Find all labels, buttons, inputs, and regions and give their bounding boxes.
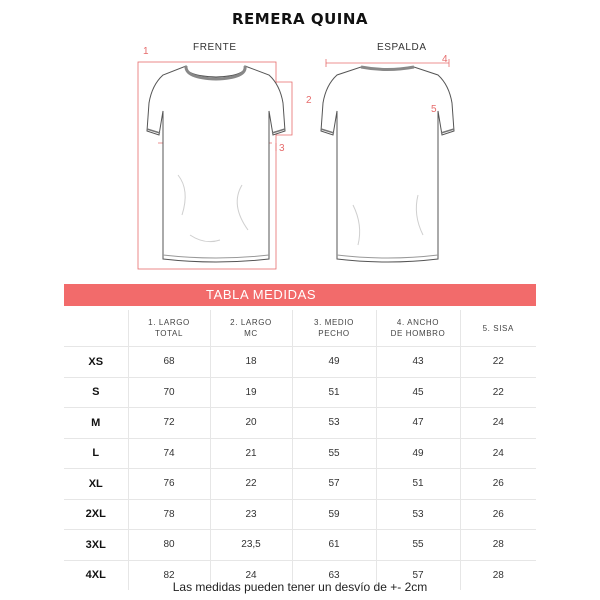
size-label: 4XL [64,560,128,590]
cell-sisa: 26 [460,499,536,530]
table-row [64,408,536,439]
cell-largo-mc: 24 [210,560,292,590]
cell-largo-mc: 23,5 [210,530,292,561]
cell-ancho-hombro: 45 [376,377,460,408]
cell-medio-pecho: 51 [292,377,376,408]
header-size [64,310,128,347]
cell-largo-mc: 21 [210,438,292,469]
cell-largo-mc: 22 [210,469,292,500]
header-sisa: 5. SISA [460,310,536,347]
cell-largo-total: 78 [128,499,210,530]
marker-2: 2 [306,95,312,106]
cell-ancho-hombro: 43 [376,347,460,378]
cell-largo-total: 70 [128,377,210,408]
table-row [64,499,536,530]
cell-ancho-hombro: 49 [376,438,460,469]
marker-4: 4 [442,54,448,65]
size-label: S [64,377,128,408]
table-row [64,469,536,500]
cell-ancho-hombro: 53 [376,499,460,530]
cell-sisa: 28 [460,530,536,561]
cell-largo-total: 68 [128,347,210,378]
table-row [64,347,536,378]
header-medio-pecho: 3. MEDIO PECHO [292,310,376,347]
cell-sisa: 24 [460,438,536,469]
cell-medio-pecho: 59 [292,499,376,530]
marker-3: 3 [279,143,285,154]
measurement-footnote: Las medidas pueden tener un desvío de +- 2cm [172,580,428,594]
table-header-row [64,310,536,347]
cell-ancho-hombro: 51 [376,469,460,500]
size-table [64,310,536,590]
table-title-banner: TABLA MEDIDAS [64,284,536,306]
cell-sisa: 24 [460,408,536,439]
table-row [64,377,536,408]
cell-medio-pecho: 61 [292,530,376,561]
size-label: XS [64,347,128,378]
size-label: 2XL [64,499,128,530]
back-view-label: ESPALDA [377,42,427,53]
header-largo-mc: 2. LARGO MC [210,310,292,347]
cell-ancho-hombro: 57 [376,560,460,590]
table-row [64,530,536,561]
front-tshirt-drawing [130,55,305,275]
page-title: REMERA QUINA [231,10,369,28]
header-ancho-hombro: 4. ANCHO DE HOMBRO [376,310,460,347]
cell-largo-mc: 23 [210,499,292,530]
cell-medio-pecho: 49 [292,347,376,378]
cell-sisa: 22 [460,377,536,408]
size-label: L [64,438,128,469]
size-label: 3XL [64,530,128,561]
cell-medio-pecho: 57 [292,469,376,500]
cell-largo-total: 76 [128,469,210,500]
cell-ancho-hombro: 55 [376,530,460,561]
cell-largo-total: 82 [128,560,210,590]
marker-1: 1 [143,46,149,57]
back-tshirt-drawing [318,55,468,275]
cell-medio-pecho: 63 [292,560,376,590]
cell-sisa: 26 [460,469,536,500]
cell-sisa: 28 [460,560,536,590]
cell-largo-mc: 20 [210,408,292,439]
header-largo-total: 1. LARGO TOTAL [128,310,210,347]
cell-sisa: 22 [460,347,536,378]
size-label: XL [64,469,128,500]
size-label: M [64,408,128,439]
cell-largo-mc: 19 [210,377,292,408]
cell-largo-total: 74 [128,438,210,469]
cell-ancho-hombro: 47 [376,408,460,439]
cell-medio-pecho: 53 [292,408,376,439]
front-view-label: FRENTE [193,42,237,53]
cell-medio-pecho: 55 [292,438,376,469]
cell-largo-total: 72 [128,408,210,439]
marker-5: 5 [431,104,437,115]
cell-largo-mc: 18 [210,347,292,378]
table-row [64,438,536,469]
cell-largo-total: 80 [128,530,210,561]
